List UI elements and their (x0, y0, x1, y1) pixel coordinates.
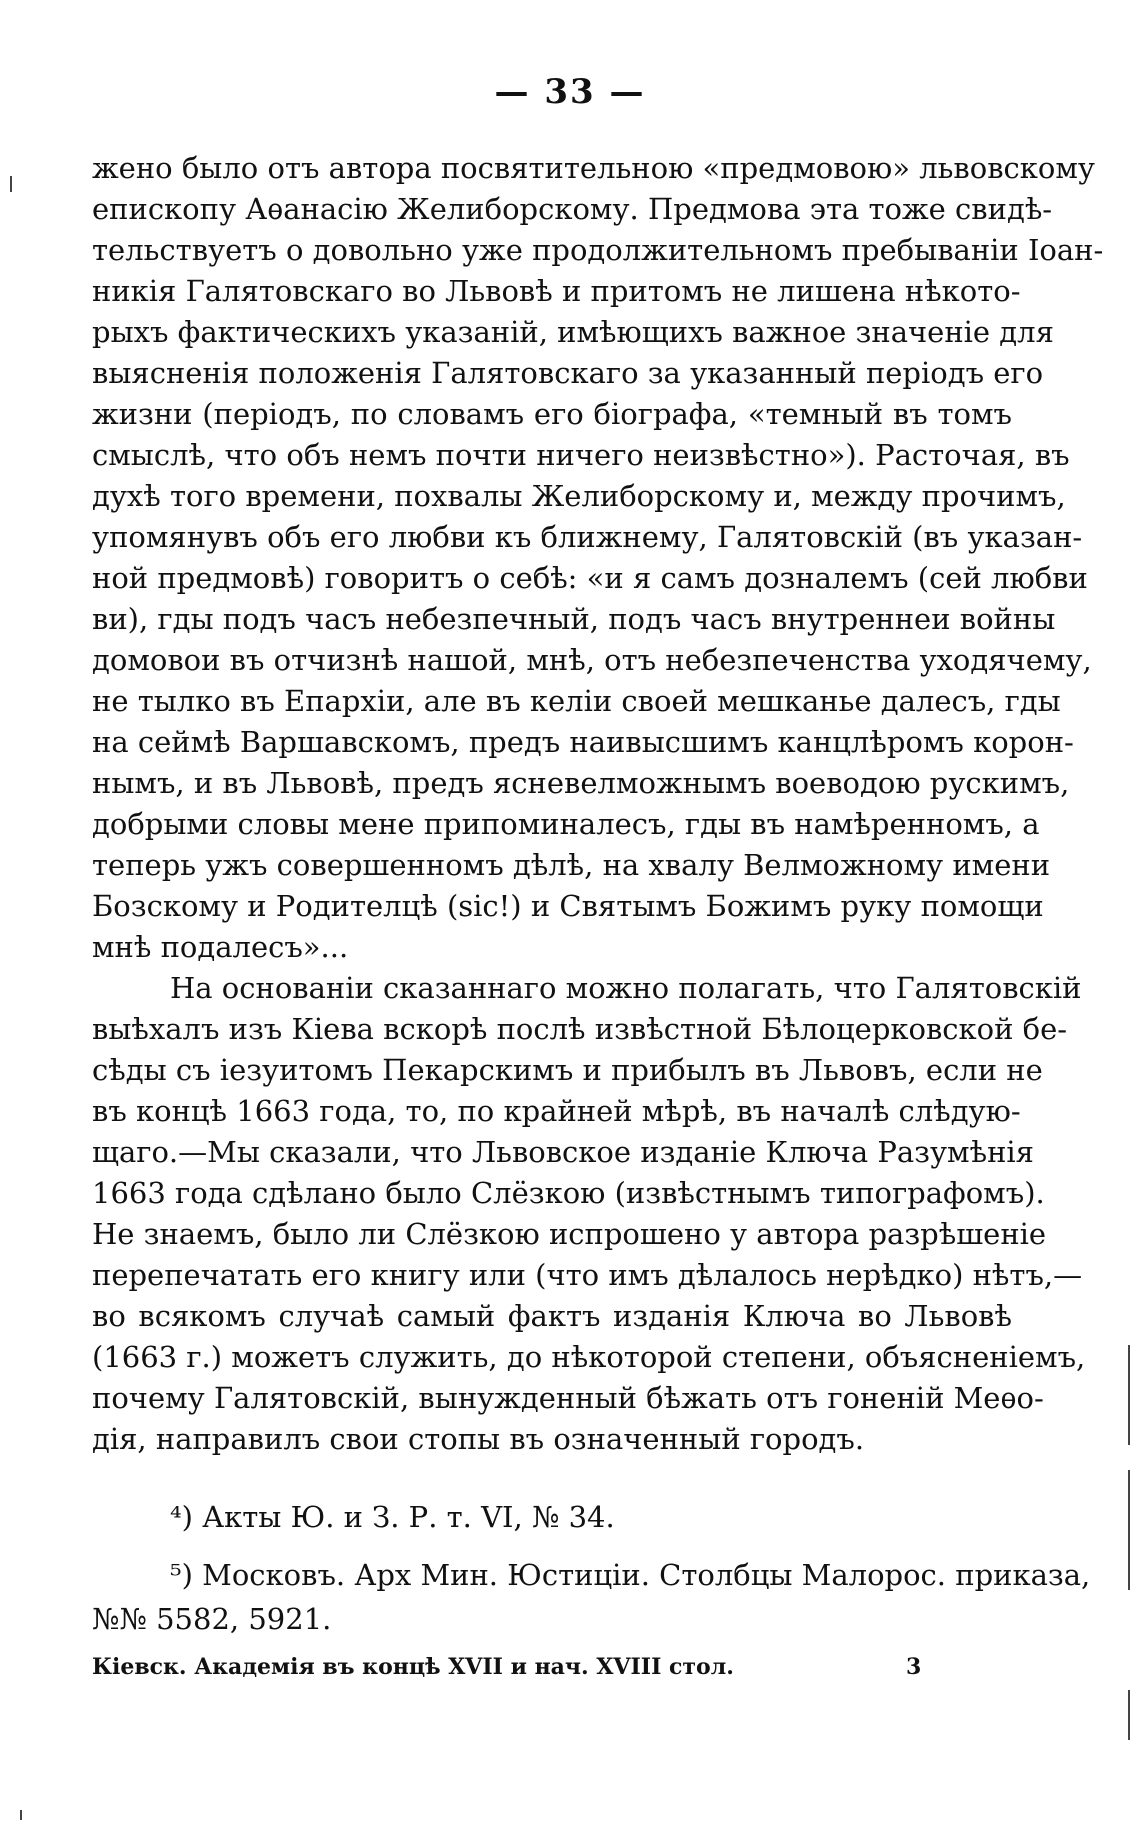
footnote-text: ⁴) Акты Ю. и З. Р. т. VI, № 34. (170, 1500, 615, 1534)
text-line: упомянувъ объ его любви къ ближнему, Галятовскій (въ указан- (92, 520, 1083, 554)
text-line: дія, направилъ свои стопы въ означенный городъ. (92, 1422, 865, 1456)
body-text (92, 148, 1104, 1460)
text-line: добрыми словы мене припоминалесъ, гды въ намѣренномъ, а (92, 807, 1040, 841)
text-line: (1663 г.) можетъ служить, до нѣкоторой степени, объясненіемъ, (92, 1340, 1086, 1374)
text-line: сѣды съ іезуитомъ Пекарскимъ и прибылъ въ Львовъ, если не (92, 1053, 1043, 1087)
page-number: — 33 — (494, 72, 646, 112)
margin-mark (20, 1810, 22, 1820)
text-line: никія Галятовскаго во Львовѣ и притомъ не лишена нѣкото- (92, 274, 1021, 308)
footnote-text: ⁵) Московъ. Арх Мин. Юстиціи. Столбцы Малорос. приказа, (170, 1558, 1091, 1592)
text-line: епископу Аѳанасію Желиборскому. Предмова эта тоже свидѣ- (92, 192, 1053, 226)
text-line: мнѣ подалесъ»... (92, 930, 349, 964)
text-line: тельствуетъ о довольно уже продолжительномъ пребываніи Іоан- (92, 233, 1104, 267)
text-line: во всякомъ случаѣ самый фактъ изданія Ключа во Львовѣ (92, 1299, 1012, 1333)
text-line: духѣ того времени, похвалы Желиборскому и, между прочимъ, (92, 479, 1066, 513)
text-line: ной предмовѣ) говоритъ о себѣ: «и я самъ дозналемъ (сей любви (92, 561, 1088, 595)
text-line: нымъ, и въ Львовѣ, предъ ясневелможнымъ воеводою рускимъ, (92, 766, 1070, 800)
text-line: смыслѣ, что объ немъ почти ничего неизвѣстно»). Расточая, въ (92, 438, 1070, 472)
text-line: жено было отъ автора посвятительною «предмовою» львовскому (92, 151, 1095, 185)
text-line: перепечатать его книгу или (что имъ дѣлалось нерѣдко) нѣтъ,— (92, 1258, 1083, 1292)
margin-mark (1128, 1470, 1130, 1590)
text-line: не тылко въ Епархіи, але въ келіи своей мешканье далесъ, гды (92, 684, 1061, 718)
footnote-4 (92, 1495, 1012, 1539)
footnote-5 (92, 1553, 1091, 1641)
signature-mark: 3 (906, 1654, 922, 1680)
text-line: 1663 года сдѣлано было Слёзкою (извѣстнымъ типографомъ). (92, 1176, 1045, 1210)
text-line: жизни (періодъ, по словамъ его біографа, «темный въ томъ (92, 397, 1012, 431)
text-line: домовои въ отчизнѣ нашой, мнѣ, отъ небезпеченства уходячему, (92, 643, 1092, 677)
text-line: щаго.—Мы сказали, что Львовское изданіе Ключа Разумѣнія (92, 1135, 1034, 1169)
text-line: выѣхалъ изъ Кіева вскорѣ послѣ извѣстной Бѣлоцерковской бе- (92, 1012, 1068, 1046)
text-line: ви), гды подъ часъ небезпечный, подъ часъ внутреннеи войны (92, 602, 1056, 636)
margin-mark (1128, 1345, 1130, 1445)
text-line: на сеймѣ Варшавскомъ, предъ наивысшимъ канцлѣромъ корон- (92, 725, 1074, 759)
footnotes (92, 1495, 1091, 1655)
printer-signature: Кіевск. Академія въ концѣ XVII и нач. XVIII стол. (92, 1654, 734, 1680)
margin-mark (10, 176, 12, 192)
text-line: Не знаемъ, было ли Слёзкою испрошено у автора разрѣшеніе (92, 1217, 1047, 1251)
footnote-text: №№ 5582, 5921. (92, 1602, 332, 1636)
text-line: На основаніи сказаннаго можно полагать, что Галятовскій (170, 971, 1082, 1005)
text-line: рыхъ фактическихъ указаній, имѣющихъ важное значеніе для (92, 315, 1054, 349)
text-line: выясненія положенія Галятовскаго за указанный періодъ его (92, 356, 1044, 390)
margin-mark (1128, 1690, 1130, 1740)
text-line: въ концѣ 1663 года, то, по крайней мѣрѣ, въ началѣ слѣдую- (92, 1094, 1021, 1128)
text-line: почему Галятовскій, вынужденный бѣжать отъ гоненій Меѳо- (92, 1381, 1044, 1415)
text-line: Бозскому и Родителцѣ (sic!) и Святымъ Божимъ руку помощи (92, 889, 1044, 923)
text-line: теперь ужъ совершенномъ дѣлѣ, на хвалу Велможному имени (92, 848, 1051, 882)
